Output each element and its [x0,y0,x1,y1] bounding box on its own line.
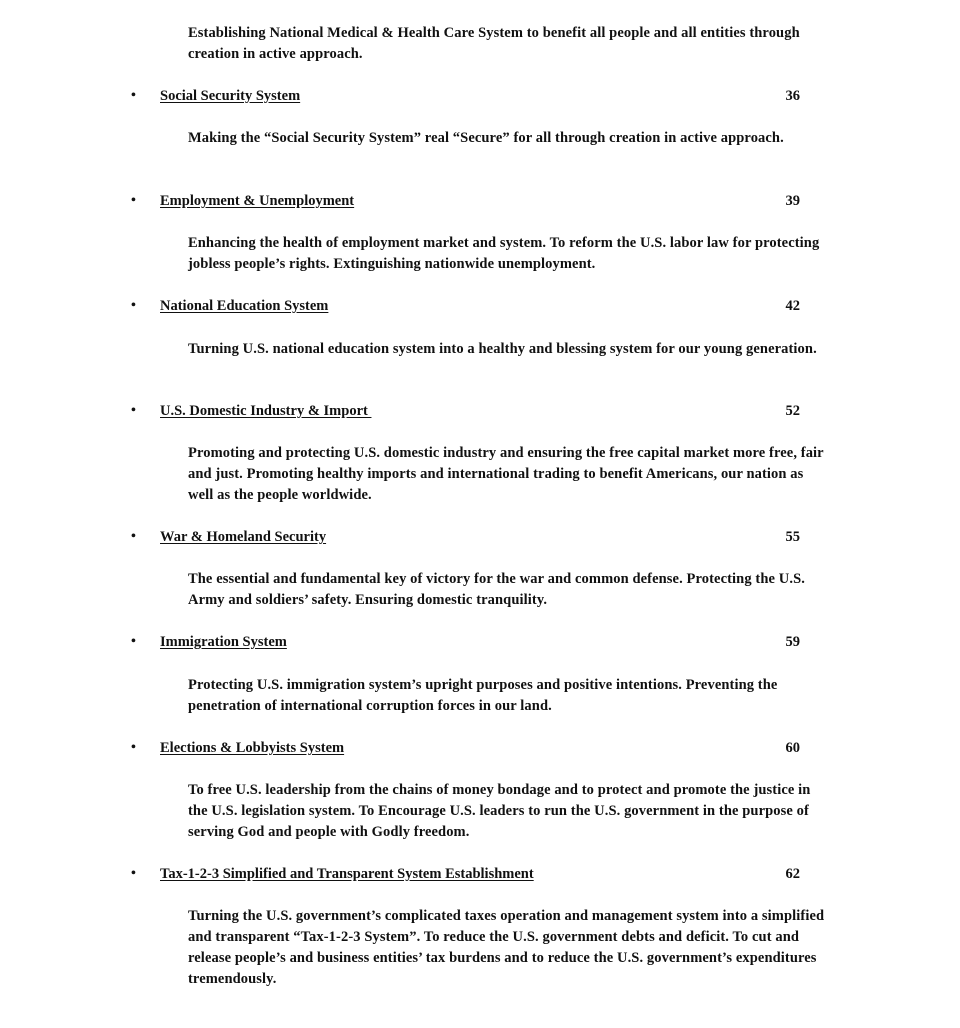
toc-entry-page: 36 [785,88,800,104]
toc-entry-description: Turning U.S. national education system into a healthy and blessing system for our young generation. [188,341,817,357]
toc-entry-homeland-security[interactable] [0,527,960,547]
toc-entry-title[interactable]: Immigration System [160,634,287,650]
toc-entry-page: 42 [785,298,800,314]
toc-entry-description: Protecting U.S. immigration system’s upright purposes and positive intentions. Preventing the penetration of international corruption forces in our land. [188,677,778,714]
toc-entry-title[interactable]: U.S. Domestic Industry & Import [160,403,372,419]
toc-entry-page: 39 [785,193,800,209]
toc-entry-elections[interactable] [0,738,960,758]
bullet-icon: • [131,529,136,544]
bullet-icon: • [131,298,136,313]
toc-entry-immigration[interactable] [0,632,960,652]
toc-entry-description: To free U.S. leadership from the chains of money bondage and to protect and promote the justice in the U.S. legislation system. To Encourage U.S. leaders to run the U.S. government in the purpose of serving God and people with Godly freedom. [188,782,811,840]
bullet-icon: • [131,866,136,881]
bullet-icon: • [131,88,136,103]
toc-entry-page: 62 [785,866,800,882]
toc-entry-description: Enhancing the health of employment market and system. To reform the U.S. labor law for protecting jobless people’s rights. Extinguishing nationwide unemployment. [188,235,820,272]
toc-entry-employment[interactable] [0,191,960,211]
toc-entry-title[interactable]: Employment & Unemployment [160,193,355,209]
bullet-icon: • [131,403,136,418]
toc-entry-tax-system[interactable] [0,864,960,884]
toc-entry-title[interactable]: National Education System [160,298,329,314]
toc-entry-domestic-industry[interactable] [0,401,960,421]
toc-entry-description: Promoting and protecting U.S. domestic industry and ensuring the free capital market more free, fair and just. Promoting healthy imports and international trading to benefit Americans, our nation as well as the people worldwide. [188,445,824,503]
toc-entry-title[interactable]: War & Homeland Security [160,529,327,545]
toc-entry-title[interactable]: Tax-1-2-3 Simplified and Transparent System Establishment [160,866,534,882]
bullet-icon: • [131,634,136,649]
intro-description: Establishing National Medical & Health Care System to benefit all people and all entities through creation in active approach. [188,25,800,62]
bullet-icon: • [131,740,136,755]
toc-entry-social-security[interactable] [0,86,960,106]
bullet-icon: • [131,193,136,208]
toc-entry-description: Turning the U.S. government’s complicated taxes operation and management system into a simplified and transparent “Tax-1-2-3 System”. To reduce the U.S. government debts and deficit. To cut and release people’s and business entities’ tax burdens and to reduce the U.S. government’s expenditures tremendously. [188,908,825,987]
toc-entry-page: 59 [785,634,800,650]
toc-entry-title[interactable]: Social Security System [160,88,301,104]
toc-entry-education[interactable] [0,296,960,316]
toc-entry-description: The essential and fundamental key of victory for the war and common defense. Protecting the U.S. Army and soldiers’ safety. Ensuring domestic tranquility. [188,571,805,608]
toc-entry-title[interactable]: Elections & Lobbyists System [160,740,345,756]
toc-entry-page: 60 [785,740,800,756]
toc-entry-page: 55 [785,529,800,545]
toc-entry-page: 52 [785,403,800,419]
toc-entry-description: Making the “Social Security System” real “Secure” for all through creation in active approach. [188,130,784,146]
